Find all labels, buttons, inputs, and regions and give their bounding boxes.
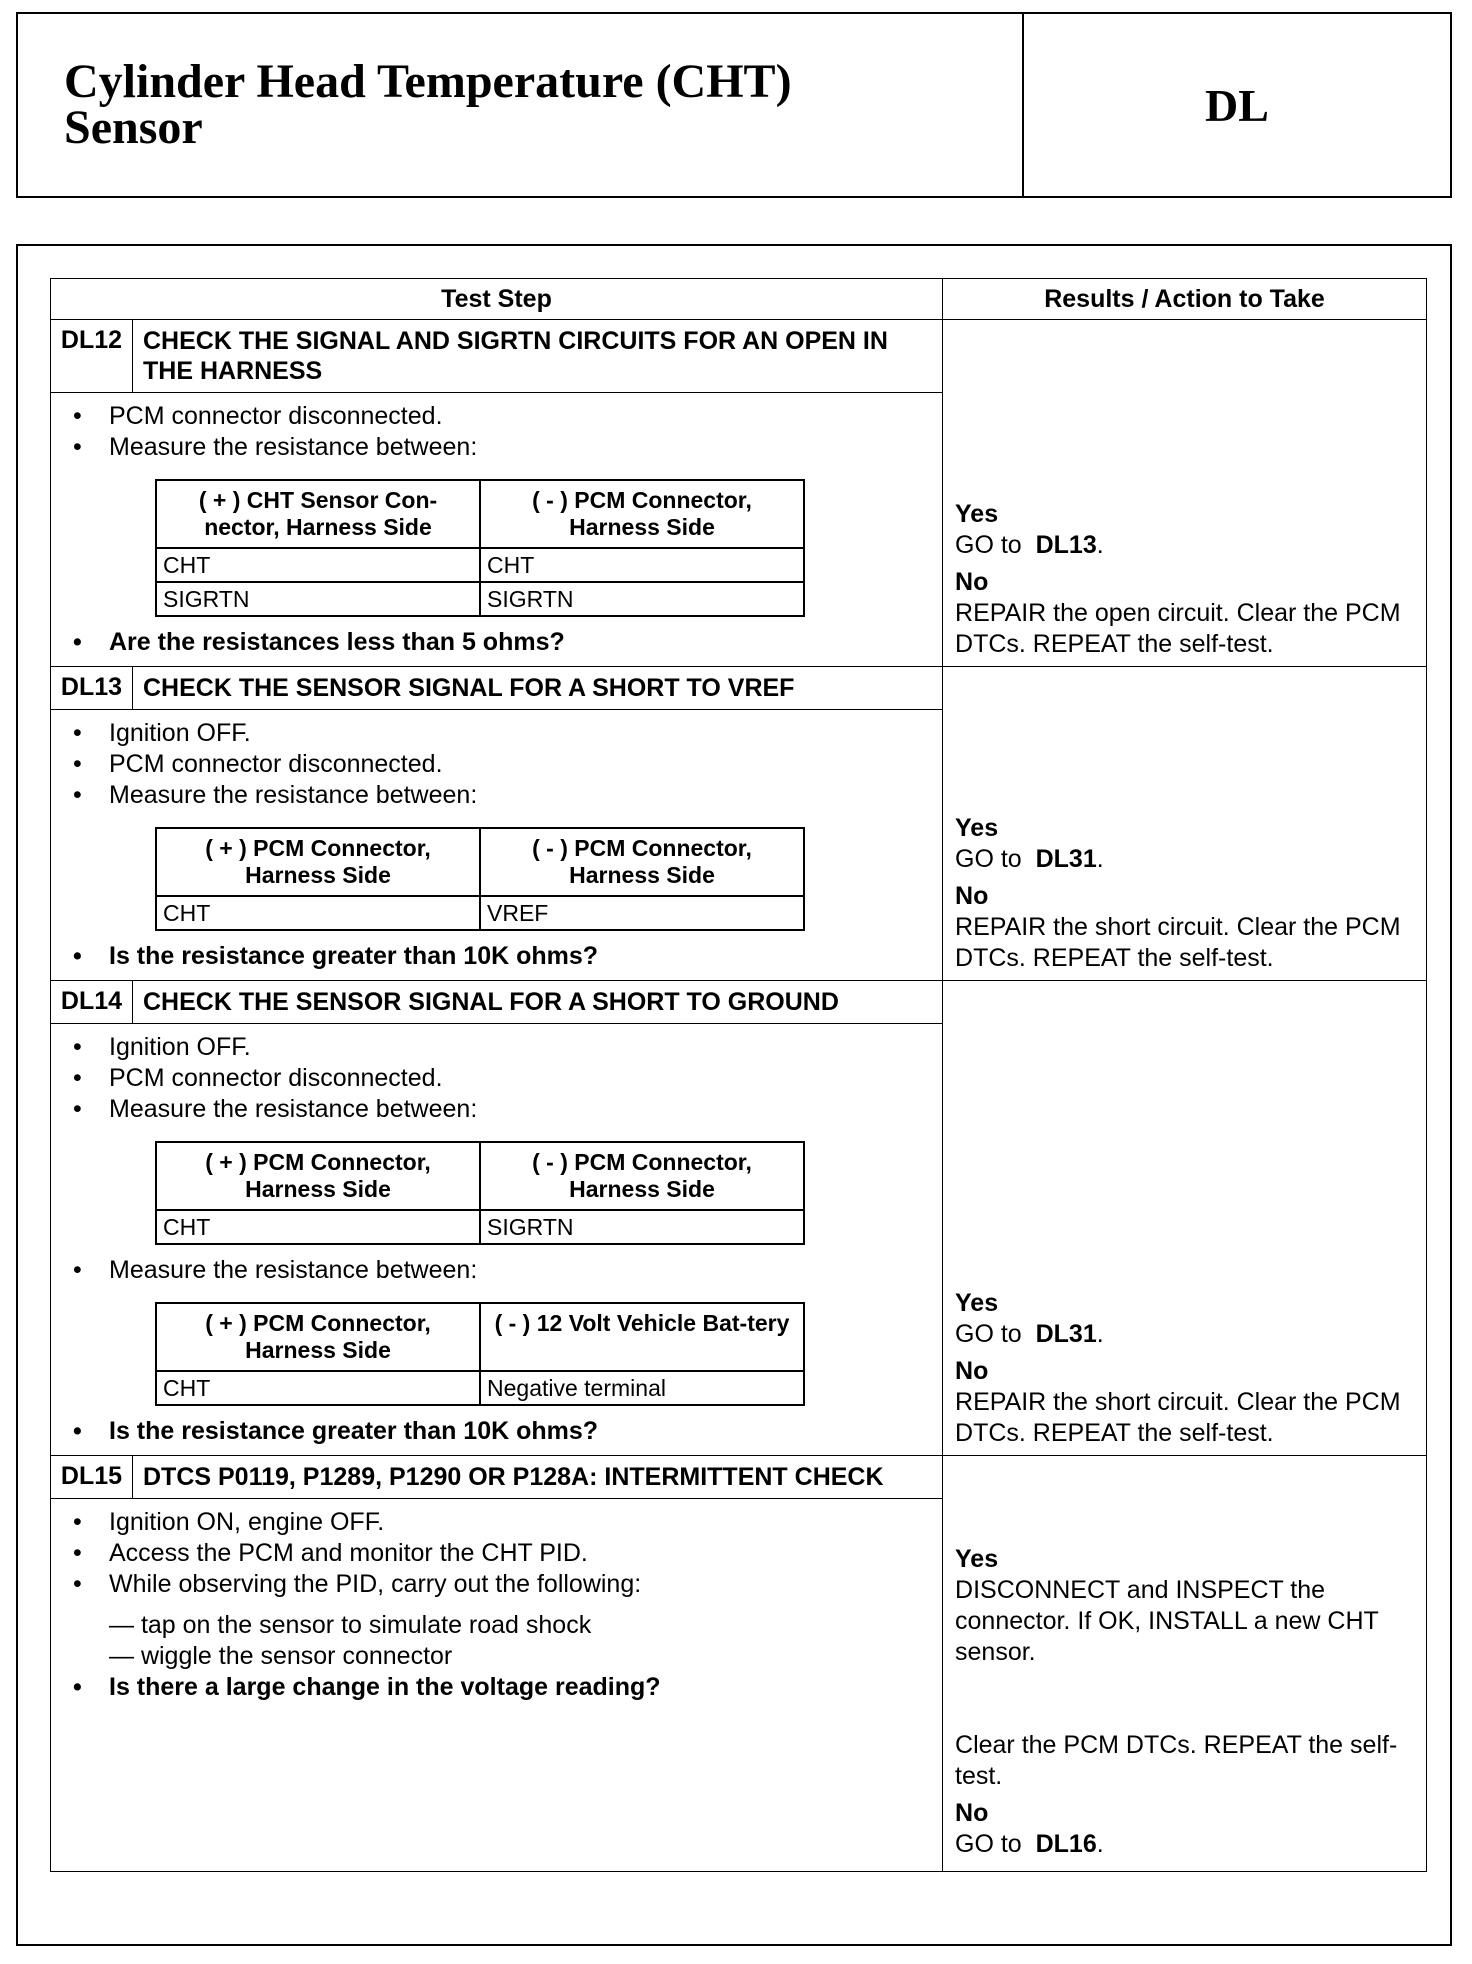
yes-label: Yes	[955, 814, 999, 842]
measure-cell: VREF	[480, 896, 804, 930]
measure-header-neg: ( - ) PCM Connector, Harness Side	[480, 480, 804, 548]
step-result: Yes GO to DL13. No REPAIR the open circuit. Clear the PCM DTCs. REPEAT the self-test.	[943, 320, 1427, 667]
step-content	[51, 710, 943, 981]
dash-list	[51, 1610, 942, 1672]
no-label: No	[955, 1357, 989, 1385]
step-content	[51, 393, 943, 667]
bullet-item: • Ignition OFF.	[71, 1032, 942, 1063]
col-test-step: Test Step	[51, 279, 943, 320]
measure-cell: Negative terminal	[480, 1371, 804, 1405]
step-id: DL13	[51, 667, 133, 710]
yes-target: DL31	[1035, 845, 1097, 873]
step-content	[51, 1499, 943, 1872]
yes-target: DL31	[1035, 1320, 1097, 1348]
measurement-table	[155, 1141, 805, 1245]
question-list	[51, 941, 942, 972]
bullet-list	[51, 401, 942, 463]
no-label: No	[955, 568, 989, 596]
measure-cell: SIGRTN	[156, 582, 480, 616]
bullet-item: • Access the PCM and monitor the CHT PID.	[71, 1538, 942, 1569]
page-title	[64, 55, 792, 154]
step-question: • Is the resistance greater than 10K ohms?	[71, 1416, 942, 1447]
bullet-list	[51, 718, 942, 811]
step-id: DL15	[51, 1456, 133, 1499]
measure-cell: CHT	[156, 896, 480, 930]
measurement-table	[155, 479, 805, 617]
bullet-item: • While observing the PID, carry out the following:	[71, 1569, 942, 1600]
bullet-item: • Measure the resistance between:	[71, 1094, 942, 1125]
bullet-item: • PCM connector disconnected.	[71, 401, 942, 432]
no-target: DL16	[1035, 1830, 1097, 1858]
step-content	[51, 1024, 943, 1456]
step-result: Yes GO to DL31. No REPAIR the short circuit. Clear the PCM DTCs. REPEAT the self-test.	[943, 981, 1427, 1456]
no-text: REPAIR the short circuit. Clear the PCM DTCs. REPEAT the self-test.	[955, 1388, 1401, 1447]
yes-label: Yes	[955, 500, 999, 528]
step-question: • Is the resistance greater than 10K ohms?	[71, 941, 942, 972]
measure-cell: CHT	[156, 1210, 480, 1244]
measure-cell: SIGRTN	[480, 582, 804, 616]
title-line-1: Cylinder Head Temperature (CHT)	[64, 55, 792, 108]
step-title: DTCS P0119, P1289, P1290 OR P128A: INTERMITTENT CHECK	[133, 1456, 943, 1499]
measure-cell: CHT	[480, 548, 804, 582]
yes-text: GO to	[955, 845, 1022, 873]
step-title: CHECK THE SENSOR SIGNAL FOR A SHORT TO GROUND	[133, 981, 943, 1024]
table-header-row	[51, 279, 1427, 320]
step-title-row	[51, 320, 1427, 393]
question-list	[51, 1672, 942, 1703]
step-title: CHECK THE SENSOR SIGNAL FOR A SHORT TO VREF	[133, 667, 943, 710]
no-text: REPAIR the short circuit. Clear the PCM DTCs. REPEAT the self-test.	[955, 913, 1401, 972]
step-title-row	[51, 1456, 1427, 1499]
bullet-item: • Measure the resistance between:	[71, 432, 942, 463]
bullet-item: • Ignition ON, engine OFF.	[71, 1507, 942, 1538]
yes-text: DISCONNECT and INSPECT the connector. If OK, INSTALL a new CHT sensor.	[955, 1576, 1379, 1666]
measure-header-neg: ( - ) PCM Connector, Harness Side	[480, 828, 804, 896]
yes-text: GO to	[955, 1320, 1022, 1348]
measure-header-pos: ( + ) PCM Connector, Harness Side	[156, 1303, 480, 1371]
section-code: DL	[1205, 79, 1269, 131]
no-text: REPAIR the open circuit. Clear the PCM DTCs. REPEAT the self-test.	[955, 599, 1401, 658]
bullet-list	[51, 1255, 942, 1286]
measure-header-neg: ( - ) PCM Connector, Harness Side	[480, 1142, 804, 1210]
diagnostic-table	[50, 278, 1427, 1872]
question-list	[51, 627, 942, 658]
no-label: No	[955, 1799, 989, 1827]
bullet-item: • Ignition OFF.	[71, 718, 942, 749]
question-list	[51, 1416, 942, 1447]
bullet-list	[51, 1507, 942, 1600]
step-result: Yes DISCONNECT and INSPECT the connector. If OK, INSTALL a new CHT sensor. Clear the PCM DTCs. REPEAT the self-test. No GO to DL16.	[943, 1456, 1427, 1872]
no-label: No	[955, 882, 989, 910]
step-id: DL12	[51, 320, 133, 393]
measurement-table	[155, 827, 805, 931]
measure-header-pos: ( + ) CHT Sensor Con-nector, Harness Side	[156, 480, 480, 548]
measure-cell: SIGRTN	[480, 1210, 804, 1244]
step-id: DL14	[51, 981, 133, 1024]
col-results: Results / Action to Take	[943, 279, 1427, 320]
measure-header-pos: ( + ) PCM Connector, Harness Side	[156, 1142, 480, 1210]
yes-text: GO to	[955, 531, 1022, 559]
yes-target: DL13	[1035, 531, 1097, 559]
yes-label: Yes	[955, 1545, 999, 1573]
bullet-item: • Measure the resistance between:	[71, 1255, 942, 1286]
measure-cell: CHT	[156, 1371, 480, 1405]
page-header	[16, 12, 1452, 198]
bullet-list	[51, 1032, 942, 1125]
step-question: • Is there a large change in the voltage reading?	[71, 1672, 942, 1703]
bullet-item: • Measure the resistance between:	[71, 780, 942, 811]
step-result: Yes GO to DL31. No REPAIR the short circuit. Clear the PCM DTCs. REPEAT the self-test.	[943, 667, 1427, 981]
no-text: GO to	[955, 1830, 1022, 1858]
bullet-item: • PCM connector disconnected.	[71, 1063, 942, 1094]
yes-label: Yes	[955, 1289, 999, 1317]
dash-item: — wiggle the sensor connector	[109, 1642, 453, 1670]
bullet-item: • PCM connector disconnected.	[71, 749, 942, 780]
step-title: CHECK THE SIGNAL AND SIGRTN CIRCUITS FOR AN OPEN IN THE HARNESS	[133, 320, 943, 393]
dash-item: — tap on the sensor to simulate road shock	[109, 1611, 592, 1639]
step-title-row	[51, 981, 1427, 1024]
step-title-row	[51, 667, 1427, 710]
title-line-2: Sensor	[64, 101, 203, 154]
measure-header-pos: ( + ) PCM Connector, Harness Side	[156, 828, 480, 896]
yes-text-2: Clear the PCM DTCs. REPEAT the self-test.	[955, 1731, 1398, 1790]
step-question: • Are the resistances less than 5 ohms?	[71, 627, 942, 658]
title-cell	[18, 14, 1024, 196]
measure-header-neg: ( - ) 12 Volt Vehicle Bat-tery	[480, 1303, 804, 1371]
measure-cell: CHT	[156, 548, 480, 582]
measurement-table	[155, 1302, 805, 1406]
